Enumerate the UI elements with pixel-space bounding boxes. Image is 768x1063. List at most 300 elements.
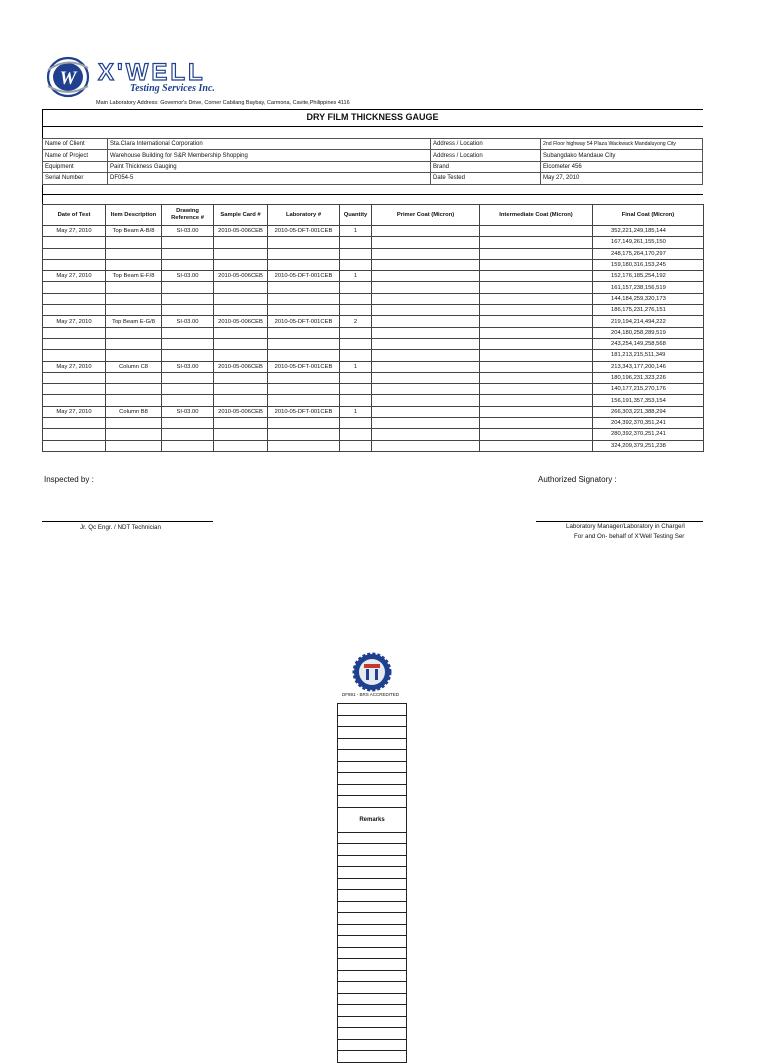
table-cell bbox=[162, 350, 214, 361]
table-cell bbox=[480, 418, 593, 429]
table-cell bbox=[372, 429, 480, 440]
remarks-row bbox=[338, 855, 407, 867]
remarks-row bbox=[338, 890, 407, 902]
table-cell bbox=[480, 361, 593, 372]
table-cell bbox=[214, 384, 268, 395]
table-cell: 280,392,370,251,241 bbox=[593, 429, 704, 440]
table-cell: May 27, 2010 bbox=[43, 406, 106, 417]
table-cell bbox=[268, 418, 340, 429]
table-cell: SI-03.00 bbox=[162, 406, 214, 417]
page-title: DRY FILM THICKNESS GAUGE bbox=[306, 112, 439, 122]
remarks-row bbox=[338, 727, 407, 739]
table-cell bbox=[43, 282, 106, 293]
info-label: Address / Location bbox=[431, 139, 541, 150]
table-cell: 2010-05-006CEB bbox=[214, 226, 268, 237]
table-cell: SI-03.00 bbox=[162, 226, 214, 237]
table-cell bbox=[480, 338, 593, 349]
remarks-row bbox=[338, 1039, 407, 1051]
table-cell bbox=[480, 282, 593, 293]
remarks-row bbox=[338, 1016, 407, 1028]
column-header: Intermediate Coat (Micron) bbox=[480, 205, 593, 226]
table-cell bbox=[214, 350, 268, 361]
remarks-cell bbox=[338, 784, 407, 796]
table-cell: 2010-05-006CEB bbox=[214, 271, 268, 282]
lab-address: Main Laboratory Address: Governor's Drive, Corner Cabilang Baybay, Carmona, Cavite,Philippines 4116 bbox=[96, 100, 350, 106]
table-cell bbox=[162, 293, 214, 304]
table-cell bbox=[340, 395, 372, 406]
table-cell: SI-03.00 bbox=[162, 361, 214, 372]
info-label: Equipment bbox=[43, 161, 108, 172]
remarks-cell bbox=[338, 844, 407, 856]
column-header: Date of Test bbox=[43, 205, 106, 226]
remarks-row bbox=[338, 1051, 407, 1063]
column-header: Item Description bbox=[106, 205, 162, 226]
table-cell bbox=[106, 237, 162, 248]
table-cell: 204,180,258,289,519 bbox=[593, 327, 704, 338]
remarks-row bbox=[338, 704, 407, 716]
table-row bbox=[43, 372, 704, 383]
table-cell bbox=[43, 305, 106, 316]
table-cell bbox=[372, 338, 480, 349]
table-cell bbox=[372, 384, 480, 395]
table-cell bbox=[214, 338, 268, 349]
table-cell: 2010-05-006CEB bbox=[214, 316, 268, 327]
table-row bbox=[43, 293, 704, 304]
remarks-cell bbox=[338, 1016, 407, 1028]
table-cell bbox=[214, 418, 268, 429]
remarks-cell bbox=[338, 867, 407, 879]
table-row bbox=[43, 338, 704, 349]
authorized-subtitle: For and On- behalf of X'Well Testing Ser bbox=[574, 533, 685, 540]
table-cell: 181,213,215,511,349 bbox=[593, 350, 704, 361]
table-cell bbox=[106, 395, 162, 406]
info-label: Address / Location bbox=[431, 150, 541, 161]
remarks-row bbox=[338, 715, 407, 727]
table-cell bbox=[162, 429, 214, 440]
remarks-cell bbox=[338, 878, 407, 890]
table-cell bbox=[43, 429, 106, 440]
accreditation-seal bbox=[352, 652, 392, 692]
remarks-row bbox=[338, 970, 407, 982]
table-cell: 266,303,221,388,294 bbox=[593, 406, 704, 417]
info-value: Warehouse Building for S&R Membership Shopping bbox=[108, 150, 431, 161]
remarks-cell bbox=[338, 1039, 407, 1051]
remarks-cell bbox=[338, 924, 407, 936]
remarks-cell bbox=[338, 890, 407, 902]
info-row bbox=[43, 161, 703, 172]
table-cell: 156,191,357,353,154 bbox=[593, 395, 704, 406]
table-row bbox=[43, 395, 704, 406]
table-cell bbox=[43, 237, 106, 248]
table-cell: SI-03.00 bbox=[162, 316, 214, 327]
table-cell: 324,209,379,251,238 bbox=[593, 440, 704, 451]
table-cell bbox=[268, 293, 340, 304]
column-header: Primer Coat (Micron) bbox=[372, 205, 480, 226]
remarks-row bbox=[338, 982, 407, 994]
remarks-box bbox=[337, 703, 407, 1063]
table-cell bbox=[162, 372, 214, 383]
table-cell bbox=[214, 372, 268, 383]
table-cell bbox=[480, 237, 593, 248]
table-cell: 248,175,264,170,297 bbox=[593, 248, 704, 259]
svg-text:W: W bbox=[59, 68, 77, 89]
table-cell: Column C8 bbox=[106, 361, 162, 372]
table-cell bbox=[340, 327, 372, 338]
table-cell bbox=[106, 350, 162, 361]
inspected-by-label: Inspected by : bbox=[44, 475, 94, 484]
table-cell bbox=[214, 293, 268, 304]
table-cell: 186,175,231,276,151 bbox=[593, 305, 704, 316]
table-cell bbox=[372, 259, 480, 270]
table-cell bbox=[372, 350, 480, 361]
remarks-cell bbox=[338, 738, 407, 750]
table-cell: Top Beam A-B/8 bbox=[106, 226, 162, 237]
table-row bbox=[43, 282, 704, 293]
remarks-row bbox=[338, 832, 407, 844]
inspector-title: Jr. Qc Engr. / NDT Technician bbox=[80, 524, 161, 531]
remarks-cell bbox=[338, 761, 407, 773]
table-cell bbox=[214, 259, 268, 270]
table-cell bbox=[480, 316, 593, 327]
table-cell bbox=[340, 248, 372, 259]
table-cell bbox=[480, 293, 593, 304]
info-label: Date Tested bbox=[431, 173, 541, 184]
column-header: Sample Card # bbox=[214, 205, 268, 226]
table-row bbox=[43, 237, 704, 248]
column-header: Final Coat (Micron) bbox=[593, 205, 704, 226]
info-value: 2nd Floor highway 54 Plaza Wackwack Mandaluyong City bbox=[541, 139, 703, 150]
table-cell bbox=[480, 259, 593, 270]
remarks-row bbox=[338, 936, 407, 948]
table-cell bbox=[106, 305, 162, 316]
table-cell bbox=[214, 395, 268, 406]
table-cell bbox=[480, 350, 593, 361]
table-row bbox=[43, 226, 704, 237]
remarks-row bbox=[338, 924, 407, 936]
table-cell bbox=[43, 384, 106, 395]
table-cell bbox=[106, 293, 162, 304]
table-cell bbox=[106, 372, 162, 383]
table-cell: 352,221,249,185,144 bbox=[593, 226, 704, 237]
table-cell bbox=[480, 440, 593, 451]
column-header: Drawing Reference # bbox=[162, 205, 214, 226]
table-cell bbox=[340, 372, 372, 383]
table-cell bbox=[162, 305, 214, 316]
table-cell bbox=[340, 440, 372, 451]
table-cell bbox=[214, 305, 268, 316]
authorized-title: Laboratory Manager/Laboratory in Charge/I bbox=[566, 523, 686, 530]
table-cell bbox=[214, 248, 268, 259]
info-value: DF054-5 bbox=[108, 173, 431, 184]
table-cell: 1 bbox=[340, 271, 372, 282]
remarks-row bbox=[338, 844, 407, 856]
table-cell bbox=[162, 327, 214, 338]
info-value: Sta.Clara International Corporation bbox=[108, 139, 431, 150]
remarks-row bbox=[338, 738, 407, 750]
table-cell: 2010-05-006CEB bbox=[214, 361, 268, 372]
table-cell bbox=[340, 338, 372, 349]
remarks-label: Remarks bbox=[338, 807, 407, 832]
table-row bbox=[43, 361, 704, 372]
project-info-table bbox=[42, 138, 703, 185]
table-cell: 167,149,261,155,150 bbox=[593, 237, 704, 248]
table-cell: 144,184,259,320,173 bbox=[593, 293, 704, 304]
table-cell bbox=[43, 440, 106, 451]
info-label: Brand bbox=[431, 161, 541, 172]
remarks-cell bbox=[338, 727, 407, 739]
info-label: Serial Number bbox=[43, 173, 108, 184]
table-cell: 204,392,370,351,241 bbox=[593, 418, 704, 429]
table-cell bbox=[162, 259, 214, 270]
table-cell bbox=[43, 327, 106, 338]
table-cell bbox=[340, 418, 372, 429]
info-row bbox=[43, 139, 703, 150]
column-header: Laboratory # bbox=[268, 205, 340, 226]
table-cell bbox=[372, 395, 480, 406]
table-cell: 2010-05-DFT-001CEB bbox=[268, 361, 340, 372]
table-cell bbox=[340, 237, 372, 248]
remarks-cell bbox=[338, 1005, 407, 1017]
remarks-row bbox=[338, 1005, 407, 1017]
table-cell: 213,343,177,200,146 bbox=[593, 361, 704, 372]
table-cell: 2010-05-DFT-001CEB bbox=[268, 271, 340, 282]
info-row bbox=[43, 173, 703, 184]
table-cell bbox=[43, 293, 106, 304]
table-cell: May 27, 2010 bbox=[43, 361, 106, 372]
column-header: Quantity bbox=[340, 205, 372, 226]
table-cell bbox=[162, 384, 214, 395]
table-cell bbox=[372, 271, 480, 282]
table-cell: 1 bbox=[340, 226, 372, 237]
remarks-cell bbox=[338, 750, 407, 762]
table-cell: 2010-05-DFT-001CEB bbox=[268, 316, 340, 327]
table-cell bbox=[372, 282, 480, 293]
table-cell bbox=[372, 361, 480, 372]
table-header-row bbox=[43, 205, 704, 226]
table-cell bbox=[106, 259, 162, 270]
table-cell bbox=[43, 259, 106, 270]
info-value: Elcometer 456 bbox=[541, 161, 703, 172]
remarks-row bbox=[338, 947, 407, 959]
table-row bbox=[43, 418, 704, 429]
table-cell bbox=[340, 259, 372, 270]
table-cell: 219,194,214,494,222 bbox=[593, 316, 704, 327]
table-cell bbox=[268, 305, 340, 316]
table-cell: May 27, 2010 bbox=[43, 226, 106, 237]
remarks-cell bbox=[338, 1028, 407, 1040]
table-cell bbox=[480, 271, 593, 282]
company-name: X'WELL bbox=[98, 59, 206, 86]
table-cell bbox=[106, 327, 162, 338]
table-row bbox=[43, 384, 704, 395]
table-cell bbox=[268, 440, 340, 451]
seal-caption: DF891 - BRS ACCREDITED bbox=[342, 692, 400, 697]
remarks-cell bbox=[338, 704, 407, 716]
remarks-row bbox=[338, 878, 407, 890]
remarks-row bbox=[338, 959, 407, 971]
table-row bbox=[43, 305, 704, 316]
table-cell: 2 bbox=[340, 316, 372, 327]
table-cell bbox=[43, 372, 106, 383]
table-cell bbox=[480, 429, 593, 440]
table-row bbox=[43, 248, 704, 259]
remarks-cell bbox=[338, 970, 407, 982]
info-value: Subangdako Mandaue City bbox=[541, 150, 703, 161]
table-cell bbox=[372, 372, 480, 383]
gear-seal-icon bbox=[352, 652, 392, 692]
table-cell bbox=[162, 440, 214, 451]
remarks-row bbox=[338, 796, 407, 808]
table-cell bbox=[162, 418, 214, 429]
table-cell bbox=[480, 248, 593, 259]
remarks-row bbox=[338, 913, 407, 925]
table-cell: 2010-05-DFT-001CEB bbox=[268, 406, 340, 417]
table-cell bbox=[268, 237, 340, 248]
remarks-cell bbox=[338, 901, 407, 913]
table-cell bbox=[106, 440, 162, 451]
remarks-row bbox=[338, 1028, 407, 1040]
table-cell bbox=[106, 418, 162, 429]
dft-results-table bbox=[42, 204, 704, 452]
table-cell bbox=[268, 429, 340, 440]
info-label: Name of Client bbox=[43, 139, 108, 150]
table-cell: May 27, 2010 bbox=[43, 271, 106, 282]
table-cell: 2010-05-DFT-001CEB bbox=[268, 226, 340, 237]
info-label: Name of Project bbox=[43, 150, 108, 161]
remarks-row bbox=[338, 750, 407, 762]
table-cell bbox=[372, 440, 480, 451]
remarks-cell bbox=[338, 982, 407, 994]
table-cell bbox=[162, 237, 214, 248]
table-cell bbox=[106, 248, 162, 259]
table-cell bbox=[372, 418, 480, 429]
table-cell: 1 bbox=[340, 406, 372, 417]
table-cell bbox=[372, 237, 480, 248]
table-cell bbox=[43, 248, 106, 259]
remarks-row bbox=[338, 761, 407, 773]
table-cell bbox=[268, 384, 340, 395]
table-cell bbox=[372, 293, 480, 304]
table-cell bbox=[214, 237, 268, 248]
company-logo bbox=[46, 56, 276, 98]
table-cell bbox=[372, 406, 480, 417]
table-cell bbox=[372, 305, 480, 316]
table-row bbox=[43, 271, 704, 282]
remarks-row bbox=[338, 784, 407, 796]
table-cell bbox=[214, 282, 268, 293]
table-cell bbox=[268, 282, 340, 293]
table-cell: 140,177,215,270,176 bbox=[593, 384, 704, 395]
table-row bbox=[43, 429, 704, 440]
remarks-cell bbox=[338, 993, 407, 1005]
info-value: May 27, 2010 bbox=[541, 173, 703, 184]
table-cell bbox=[162, 282, 214, 293]
info-value: Paint Thickness Gauging bbox=[108, 161, 431, 172]
table-cell: 243,254,149,258,568 bbox=[593, 338, 704, 349]
table-cell: 159,180,316,153,245 bbox=[593, 259, 704, 270]
remarks-cell bbox=[338, 773, 407, 785]
table-cell: 161,157,238,156,519 bbox=[593, 282, 704, 293]
table-cell bbox=[268, 372, 340, 383]
table-cell bbox=[372, 316, 480, 327]
table-cell bbox=[372, 248, 480, 259]
table-cell bbox=[162, 338, 214, 349]
remarks-cell bbox=[338, 959, 407, 971]
table-cell bbox=[162, 395, 214, 406]
table-row bbox=[43, 316, 704, 327]
remarks-cell bbox=[338, 796, 407, 808]
table-cell bbox=[268, 338, 340, 349]
table-cell bbox=[43, 395, 106, 406]
remarks-cell bbox=[338, 936, 407, 948]
remarks-cell bbox=[338, 947, 407, 959]
table-cell bbox=[340, 350, 372, 361]
company-subtitle: Testing Services Inc. bbox=[130, 83, 215, 94]
table-cell bbox=[162, 248, 214, 259]
authorized-signatory-label: Authorized Signatory : bbox=[538, 475, 617, 484]
table-cell: 152,176,185,254,192 bbox=[593, 271, 704, 282]
table-cell bbox=[340, 384, 372, 395]
remarks-row bbox=[338, 807, 407, 832]
remarks-cell bbox=[338, 855, 407, 867]
table-cell: 1 bbox=[340, 361, 372, 372]
table-cell bbox=[340, 293, 372, 304]
remarks-cell bbox=[338, 913, 407, 925]
table-cell bbox=[372, 226, 480, 237]
table-row bbox=[43, 406, 704, 417]
table-cell: Top Beam E-F/8 bbox=[106, 271, 162, 282]
table-cell: 2010-05-006CEB bbox=[214, 406, 268, 417]
table-cell bbox=[480, 226, 593, 237]
table-cell bbox=[214, 327, 268, 338]
table-cell bbox=[268, 395, 340, 406]
table-row bbox=[43, 327, 704, 338]
table-row bbox=[43, 440, 704, 451]
table-cell bbox=[480, 395, 593, 406]
table-cell: SI-03.00 bbox=[162, 271, 214, 282]
info-row bbox=[43, 150, 703, 161]
table-cell bbox=[340, 429, 372, 440]
remarks-row bbox=[338, 993, 407, 1005]
table-cell bbox=[268, 327, 340, 338]
table-cell bbox=[43, 418, 106, 429]
remarks-row bbox=[338, 867, 407, 879]
remarks-row bbox=[338, 901, 407, 913]
table-cell bbox=[340, 282, 372, 293]
remarks-cell bbox=[338, 715, 407, 727]
table-row bbox=[43, 350, 704, 361]
remarks-cell bbox=[338, 832, 407, 844]
remarks-cell bbox=[338, 1051, 407, 1063]
table-cell bbox=[43, 350, 106, 361]
table-cell bbox=[372, 327, 480, 338]
table-cell bbox=[268, 350, 340, 361]
table-cell bbox=[214, 429, 268, 440]
table-cell bbox=[106, 338, 162, 349]
table-cell bbox=[480, 406, 593, 417]
table-cell bbox=[480, 372, 593, 383]
table-cell bbox=[480, 305, 593, 316]
table-cell bbox=[268, 259, 340, 270]
table-cell bbox=[106, 384, 162, 395]
remarks-row bbox=[338, 773, 407, 785]
table-cell bbox=[214, 440, 268, 451]
table-cell bbox=[106, 429, 162, 440]
table-cell: May 27, 2010 bbox=[43, 316, 106, 327]
table-cell: Column B8 bbox=[106, 406, 162, 417]
table-cell: 180,196,231,323,226 bbox=[593, 372, 704, 383]
table-cell bbox=[480, 384, 593, 395]
